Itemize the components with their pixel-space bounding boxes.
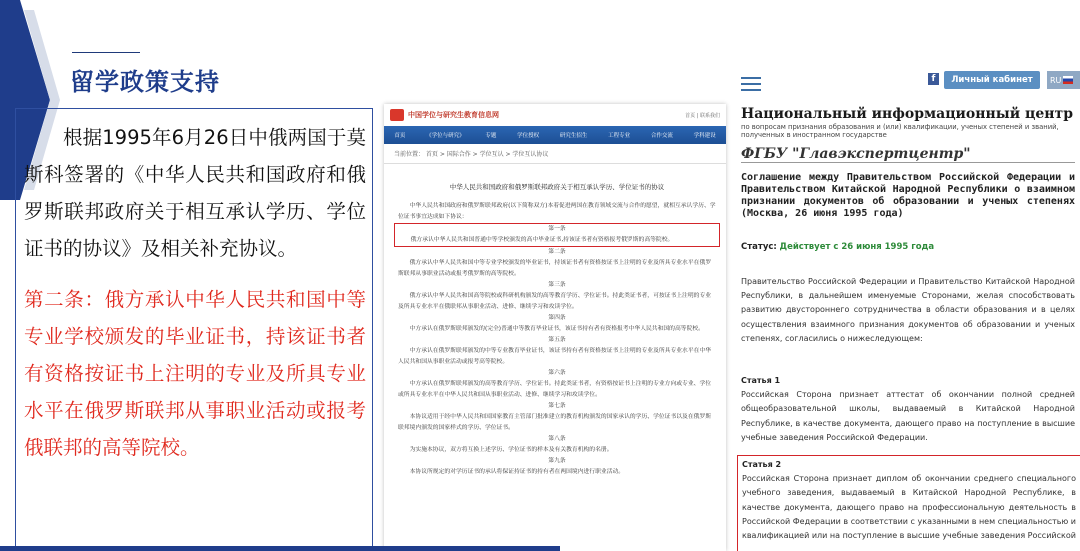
cn-article-heading: 第五条 [548, 337, 566, 343]
cn-article-item [398, 368, 716, 401]
chinese-site-screenshot [384, 104, 726, 551]
article-1-text: Российская Сторона признает аттестат об окончании полной средней общеобразовательной школы, выдаваемый в Китайской Народной Республике, в качестве документа, дающего право на поступление в высшие учебные заведения Российской Федерации. [741, 390, 1075, 442]
highlighted-article-paragraph: 第二条：俄方承认中华人民共和国中等专业学校颁发的毕业证书，持该证书者有资格按证书上注明的专业及所具专业水平在俄罗斯联邦从事职业活动或报考俄联邦的高等院校。 [24, 288, 366, 459]
cn-article-text: 俄方承认中华人民共和国高等院校或科研机构颁发的高等教育学历、学位证书。持此类证书者，可按证书上注明的专业及所具专业水平在俄联邦从事职业活动、进修、继续学习和攻读学位。 [398, 293, 712, 310]
org-title: Национальный информационный центр [741, 106, 1074, 122]
cn-article-text: 本协议所规定的对学历证书的承认将保证持证书的持有者在两国境内进行职业活动。 [409, 469, 625, 475]
cn-article-heading: 第七条 [548, 403, 566, 409]
breadcrumb: 当前位置： 首页 > 国际合作 > 学位互认 > 学位互认协议 [384, 144, 726, 164]
cn-article-heading: 第八条 [548, 436, 566, 442]
agreement-preamble: Правительство Российской Федерации и Правительство Китайской Народной Республики, в дальнейшем именуемые Сторонами, желая способствовать развитию двустороннего сотрудничества в области образования и в целях осуществления взаимного признания документов об образовании и ученых степенях, согласились о нижеследующем: [741, 277, 1075, 343]
cn-nav-item[interactable]: 《学位与研究》 [426, 133, 465, 139]
cn-article-heading: 第三条 [548, 282, 566, 288]
cn-article-item [398, 313, 716, 335]
bottom-accent-bar [0, 546, 560, 551]
cn-article-heading: 第九条 [548, 458, 566, 464]
cn-article-text: 中方承认在俄罗斯联邦颁发的(完全)普通中等教育毕业证书，该证书持有者有资格报考中华人民共和国的高等院校。 [409, 326, 704, 332]
cn-article [384, 164, 726, 478]
status-badge: Действует с 26 июня 1995 года [779, 242, 935, 252]
agreement-title: Соглашение между Правительством Российской Федерации и Правительством Китайской Народной Республики о взаимном признании документов об образовании и ученых степенях (Москва, 26 июня 1995 года) [741, 172, 1075, 219]
policy-text-card [15, 108, 373, 551]
cn-article-text: 俄方承认中华人民共和国普通中等学校颁发的高中毕业证书,持该证书者有资格报考俄罗斯的高等院校。 [410, 237, 674, 243]
cn-site-header [384, 104, 726, 126]
policy-paragraph: 根据1995年6月26日中俄两国于莫斯科签署的《中华人民共和国政府和俄罗斯联邦政府关于相互承认学历、学位证书的协议》及相关补充协议。 [24, 126, 366, 260]
cn-article-item [398, 456, 716, 478]
cn-article-text: 中方承认在俄罗斯联邦颁发的高等教育学历、学位证书。持此类证书者，有资格按证书上注明的专业方向或专业、学位或所具专业水平在中华人民共和国从事职业活动、进修、继续学习和攻读学位。 [398, 381, 712, 398]
facebook-icon[interactable]: f [928, 73, 939, 85]
page-title: 留学政策支持 [70, 68, 220, 96]
cn-top-links[interactable]: 首页 | 联系我们 [685, 112, 720, 119]
cn-article-heading: 第六条 [548, 370, 566, 376]
cn-article-text: 为实施本协议，双方将互换上述学历、学位证书的样本及有关教育机构的名册。 [409, 447, 613, 453]
title-rule [72, 52, 140, 53]
cn-nav-item[interactable]: 合作交流 [650, 133, 673, 139]
russia-flag-icon [1063, 76, 1073, 84]
language-button[interactable] [1047, 71, 1080, 89]
article-2-title: Статья 2 [742, 460, 782, 469]
cn-article-intro: 中华人民共和国政府和俄罗斯联邦政府(以下简称双方)本着促进两国在教育领域交流与合作的愿望，就相互承认学历、学位证书事宜达成如下协议： [398, 203, 716, 220]
menu-icon[interactable] [741, 77, 761, 95]
article-1 [741, 374, 1075, 445]
cn-article-list [398, 223, 716, 478]
cn-article-item [398, 335, 716, 368]
org-name: ФГБУ "Главэкспертцентр" [741, 146, 971, 162]
article-1-title: Статья 1 [741, 376, 781, 385]
cn-nav-bar [384, 126, 726, 144]
cn-article-item [398, 247, 716, 280]
cn-nav-item[interactable]: 专题 [485, 133, 497, 139]
cn-nav-item[interactable]: 研究生招生 [559, 133, 588, 139]
cn-article-text: 本协议适用于经中华人民共和国国家教育主管部门批准建立的教育机构颁发的国家承认的学历、学位证书以及在俄罗斯联邦境内颁发的国家样式的学历、学位证书。 [398, 414, 712, 431]
cn-article-text: 俄方承认中华人民共和国中等专业学校颁发的毕业证书，持该证书者有资格按证书上注明的专业及所具专业水平在俄罗斯联邦从事职业活动或报考俄罗斯的高等院校。 [398, 260, 712, 277]
status-line [741, 242, 934, 252]
language-label: RU [1050, 75, 1062, 85]
cn-article-heading: 第一条 [548, 226, 566, 232]
russian-site-screenshot [733, 66, 1080, 551]
cn-site-name: 中国学位与研究生教育信息网 [408, 111, 499, 119]
cn-article-heading: 第四条 [548, 315, 566, 321]
cn-nav-item[interactable]: 首页 [394, 133, 406, 139]
cn-nav-item[interactable]: 学位授权 [517, 133, 540, 139]
article-2-highlighted [737, 455, 1080, 551]
cn-article-text: 中方承认在俄罗斯联邦颁发的中等专业教育毕业证书，该证书持有者有资格按证书上注明的专业及所具专业水平在中华人民共和国从事职业活动或报考高等院校。 [398, 348, 712, 365]
cn-article-heading: 第二条 [548, 249, 566, 255]
divider [741, 162, 1075, 163]
cn-site-logo-icon [390, 109, 404, 121]
personal-cabinet-button[interactable]: Личный кабинет [944, 71, 1040, 89]
status-label: Статус: [741, 242, 777, 252]
article-2-text: Российская Сторона признает диплом об окончании среднего специального учебного заведения, выдаваемый в Китайской Народной Республике, в качестве документа, дающего право на профессиональную деятельность в Российской Федерации в соответствии с указанными в нем специальностью и квалификацией или на поступление в высшие учебные заведения Российской [742, 474, 1076, 541]
cn-nav-item[interactable]: 学科建设 [693, 133, 716, 139]
cn-nav-item[interactable]: 工程专业 [608, 133, 631, 139]
cn-article-item [398, 280, 716, 313]
cn-article-item [394, 223, 720, 247]
cn-article-title: 中华人民共和国政府和俄罗斯联邦政府关于相互承认学历、学位证书的协议 [449, 183, 665, 191]
cn-article-item [398, 434, 716, 456]
cn-article-item [398, 401, 716, 434]
org-subtitle: по вопросам признания образования и (или) квалификации, ученых степеней и званий, полученных в иностранном государстве [741, 123, 1059, 139]
